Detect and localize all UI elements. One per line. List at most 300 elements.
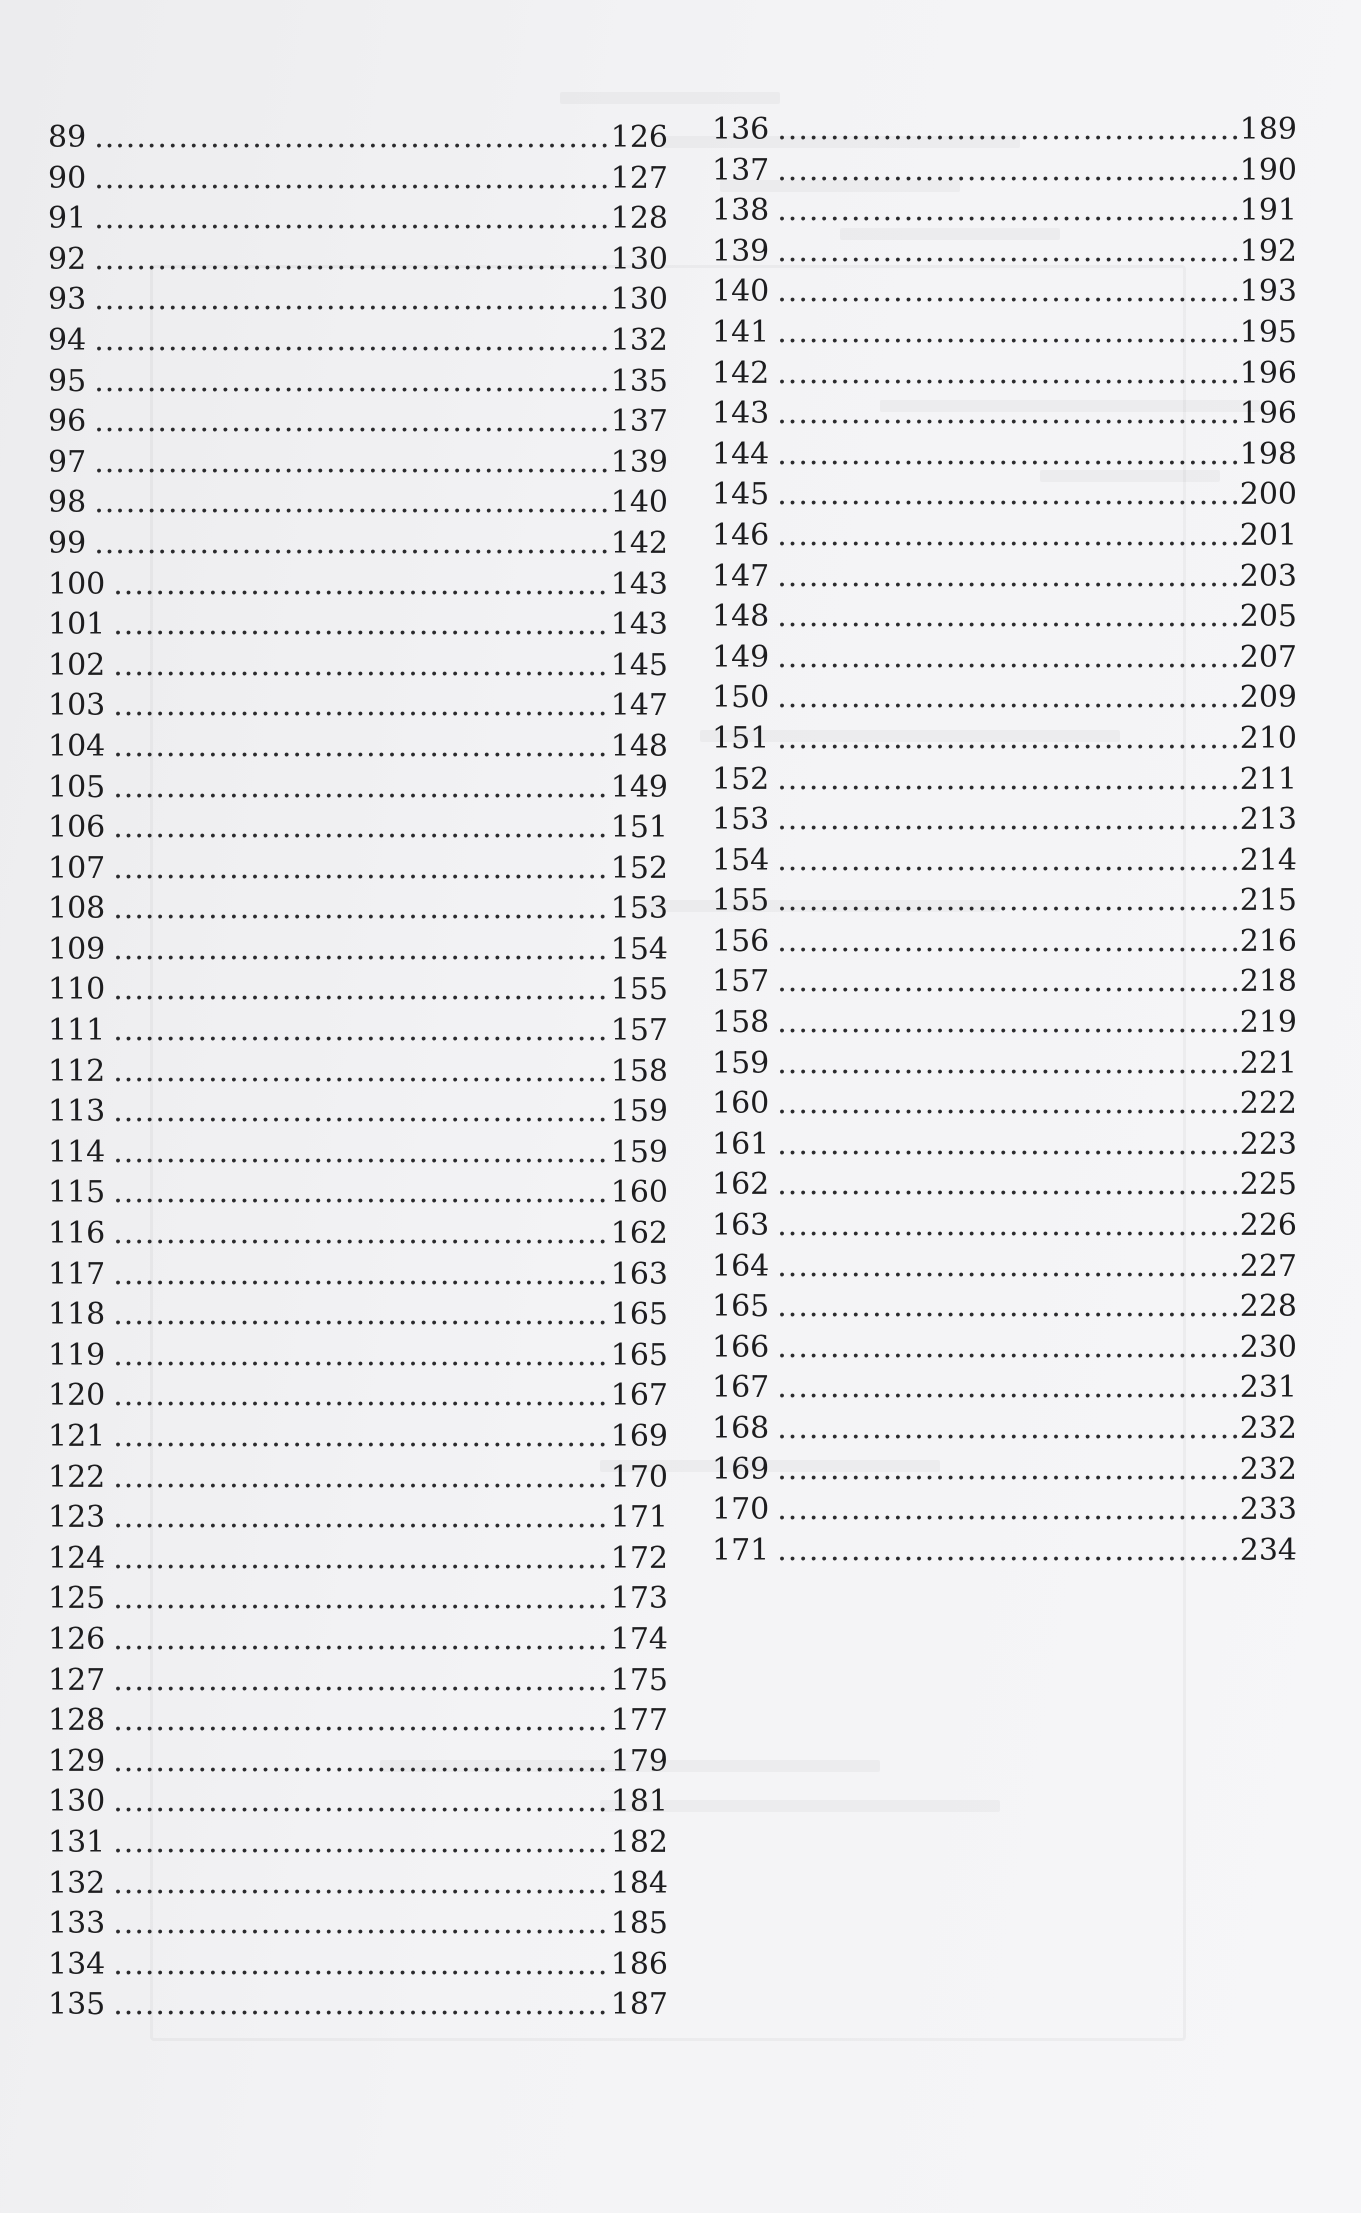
toc-entry-page: 148 bbox=[610, 728, 668, 764]
toc-entry-page: 207 bbox=[1239, 639, 1297, 675]
toc-dot-leader bbox=[777, 394, 1237, 435]
toc-entry bbox=[48, 1620, 668, 1661]
toc-entry-number: 89 bbox=[48, 120, 87, 155]
toc-entry bbox=[48, 686, 668, 727]
toc-dot-leader bbox=[777, 435, 1237, 476]
toc-entry-page: 201 bbox=[1239, 517, 1297, 553]
toc-entry-page: 210 bbox=[1239, 720, 1297, 756]
toc-entry-number: 163 bbox=[712, 1208, 770, 1244]
toc-dot-leader bbox=[94, 362, 609, 403]
toc-entry-number: 136 bbox=[712, 112, 770, 147]
toc-entry-number: 114 bbox=[48, 1134, 106, 1170]
toc-dot-leader bbox=[94, 443, 609, 484]
toc-entry-number: 157 bbox=[712, 964, 770, 1000]
toc-entry-number: 107 bbox=[48, 850, 106, 886]
toc-entry bbox=[48, 280, 668, 321]
toc-entry-page: 163 bbox=[610, 1256, 668, 1292]
toc-entry-page: 157 bbox=[610, 1013, 668, 1049]
toc-entry bbox=[712, 272, 1297, 313]
toc-dot-leader bbox=[113, 1945, 608, 1986]
toc-entry bbox=[48, 1214, 668, 1255]
toc-entry bbox=[712, 638, 1297, 679]
toc-entry-page: 149 bbox=[610, 769, 668, 805]
toc-entry-page: 192 bbox=[1239, 233, 1297, 269]
toc-entry-page: 167 bbox=[610, 1378, 668, 1414]
toc-entry bbox=[48, 1092, 668, 1133]
toc-dot-leader bbox=[113, 1904, 608, 1945]
toc-dot-leader bbox=[777, 557, 1237, 598]
toc-entry-number: 116 bbox=[48, 1216, 106, 1252]
toc-dot-leader bbox=[777, 841, 1237, 882]
toc-entry-number: 91 bbox=[48, 201, 87, 237]
toc-entry bbox=[48, 362, 668, 403]
toc-entry-number: 100 bbox=[48, 566, 106, 602]
toc-entry bbox=[48, 849, 668, 890]
toc-entry-number: 113 bbox=[48, 1094, 106, 1130]
toc-entry-number: 99 bbox=[48, 525, 87, 561]
toc-entry-page: 153 bbox=[610, 891, 668, 927]
toc-entry-number: 159 bbox=[712, 1045, 770, 1081]
toc-entry-page: 196 bbox=[1239, 355, 1297, 391]
toc-entry-page: 232 bbox=[1239, 1451, 1297, 1487]
toc-dot-leader bbox=[777, 151, 1237, 192]
toc-dot-leader bbox=[113, 930, 608, 971]
toc-entry-page: 174 bbox=[610, 1621, 668, 1657]
toc-entry-number: 152 bbox=[712, 761, 770, 797]
toc-entry-page: 211 bbox=[1239, 761, 1297, 797]
toc-dot-leader bbox=[113, 1376, 608, 1417]
toc-entry bbox=[712, 1368, 1297, 1409]
toc-entry-page: 226 bbox=[1239, 1208, 1297, 1244]
toc-entry bbox=[712, 1490, 1297, 1531]
toc-entry-number: 162 bbox=[712, 1167, 770, 1203]
toc-entry bbox=[48, 1985, 668, 2026]
toc-entry-number: 126 bbox=[48, 1621, 106, 1657]
toc-entry bbox=[48, 1417, 668, 1458]
toc-entry-number: 158 bbox=[712, 1005, 770, 1041]
toc-entry-number: 153 bbox=[712, 802, 770, 838]
toc-entry bbox=[48, 1336, 668, 1377]
toc-entry bbox=[712, 394, 1297, 435]
toc-entry bbox=[712, 1247, 1297, 1288]
toc-entry bbox=[48, 1742, 668, 1783]
toc-dot-leader bbox=[113, 849, 608, 890]
toc-entry-number: 170 bbox=[712, 1492, 770, 1528]
toc-entry bbox=[712, 475, 1297, 516]
toc-entry bbox=[48, 1173, 668, 1214]
toc-entry bbox=[48, 1945, 668, 1986]
toc-entry-number: 143 bbox=[712, 396, 770, 432]
toc-entry-page: 177 bbox=[610, 1703, 668, 1739]
toc-entry bbox=[48, 1661, 668, 1702]
toc-dot-leader bbox=[113, 1742, 608, 1783]
toc-dot-leader bbox=[94, 118, 609, 159]
toc-entry bbox=[712, 435, 1297, 476]
toc-entry-number: 108 bbox=[48, 891, 106, 927]
toc-entry-page: 221 bbox=[1239, 1045, 1297, 1081]
toc-dot-leader bbox=[777, 1490, 1237, 1531]
toc-dot-leader bbox=[777, 475, 1237, 516]
toc-entry-number: 94 bbox=[48, 322, 87, 358]
toc-column-right bbox=[712, 110, 1297, 1571]
toc-entry-number: 112 bbox=[48, 1053, 106, 1089]
toc-entry-number: 117 bbox=[48, 1256, 106, 1292]
toc-entry bbox=[712, 1409, 1297, 1450]
toc-entry bbox=[712, 232, 1297, 273]
toc-entry-number: 95 bbox=[48, 363, 87, 399]
toc-entry-number: 124 bbox=[48, 1540, 106, 1576]
toc-dot-leader bbox=[94, 280, 609, 321]
toc-entry bbox=[712, 1165, 1297, 1206]
toc-dot-leader bbox=[113, 768, 608, 809]
toc-dot-leader bbox=[777, 597, 1237, 638]
toc-entry-number: 132 bbox=[48, 1865, 106, 1901]
toc-dot-leader bbox=[94, 524, 609, 565]
toc-entry-page: 218 bbox=[1239, 964, 1297, 1000]
toc-dot-leader bbox=[777, 881, 1237, 922]
toc-entry-number: 148 bbox=[712, 599, 770, 635]
toc-entry-page: 230 bbox=[1239, 1329, 1297, 1365]
toc-entry bbox=[48, 808, 668, 849]
toc-entry-number: 140 bbox=[712, 274, 770, 310]
toc-dot-leader bbox=[113, 889, 608, 930]
toc-dot-leader bbox=[113, 1214, 608, 1255]
toc-dot-leader bbox=[777, 1206, 1237, 1247]
toc-entry-page: 184 bbox=[610, 1865, 668, 1901]
toc-entry-page: 191 bbox=[1239, 193, 1297, 229]
toc-entry-page: 222 bbox=[1239, 1086, 1297, 1122]
toc-entry bbox=[48, 1498, 668, 1539]
toc-entry bbox=[712, 1125, 1297, 1166]
toc-entry-number: 104 bbox=[48, 728, 106, 764]
toc-entry bbox=[712, 841, 1297, 882]
toc-dot-leader bbox=[777, 232, 1237, 273]
toc-dot-leader bbox=[113, 970, 608, 1011]
toc-dot-leader bbox=[113, 686, 608, 727]
toc-entry bbox=[48, 483, 668, 524]
toc-entry bbox=[712, 1206, 1297, 1247]
toc-entry-number: 144 bbox=[712, 436, 770, 472]
toc-entry-number: 128 bbox=[48, 1703, 106, 1739]
toc-dot-leader bbox=[777, 1125, 1237, 1166]
toc-entry-page: 154 bbox=[610, 931, 668, 967]
toc-entry-number: 123 bbox=[48, 1500, 106, 1536]
toc-entry-number: 109 bbox=[48, 931, 106, 967]
toc-entry-number: 106 bbox=[48, 810, 106, 846]
toc-entry-page: 193 bbox=[1239, 274, 1297, 310]
toc-entry-number: 131 bbox=[48, 1824, 106, 1860]
toc-entry-number: 134 bbox=[48, 1946, 106, 1982]
toc-entry-page: 127 bbox=[610, 160, 668, 196]
toc-dot-leader bbox=[777, 191, 1237, 232]
toc-dot-leader bbox=[113, 1255, 608, 1296]
toc-entry bbox=[712, 1003, 1297, 1044]
toc-entry-page: 225 bbox=[1239, 1167, 1297, 1203]
toc-entry-page: 142 bbox=[610, 525, 668, 561]
toc-dot-leader bbox=[777, 922, 1237, 963]
toc-entry-number: 151 bbox=[712, 720, 770, 756]
toc-entry-page: 143 bbox=[610, 566, 668, 602]
toc-entry-page: 151 bbox=[610, 810, 668, 846]
toc-entry-page: 140 bbox=[610, 485, 668, 521]
toc-entry-number: 93 bbox=[48, 282, 87, 318]
toc-dot-leader bbox=[113, 727, 608, 768]
toc-entry bbox=[712, 1328, 1297, 1369]
toc-dot-leader bbox=[113, 1539, 608, 1580]
toc-entry-number: 171 bbox=[712, 1532, 770, 1568]
toc-entry-number: 156 bbox=[712, 923, 770, 959]
toc-entry-number: 138 bbox=[712, 193, 770, 229]
toc-entry bbox=[48, 1579, 668, 1620]
toc-entry-number: 129 bbox=[48, 1743, 106, 1779]
toc-entry-page: 223 bbox=[1239, 1126, 1297, 1162]
toc-entry-number: 98 bbox=[48, 485, 87, 521]
toc-entry bbox=[48, 565, 668, 606]
toc-entry bbox=[712, 678, 1297, 719]
toc-entry-page: 170 bbox=[610, 1459, 668, 1495]
toc-entry-number: 135 bbox=[48, 1987, 106, 2023]
toc-entry bbox=[48, 605, 668, 646]
toc-entry-page: 175 bbox=[610, 1662, 668, 1698]
toc-entry bbox=[712, 191, 1297, 232]
toc-entry bbox=[712, 800, 1297, 841]
toc-entry-page: 169 bbox=[610, 1419, 668, 1454]
toc-entry bbox=[48, 159, 668, 200]
toc-entry bbox=[712, 1084, 1297, 1125]
toc-entry bbox=[712, 151, 1297, 192]
toc-entry bbox=[712, 354, 1297, 395]
toc-entry-page: 132 bbox=[610, 322, 668, 358]
toc-entry bbox=[48, 727, 668, 768]
toc-entry-page: 139 bbox=[610, 444, 668, 480]
toc-dot-leader bbox=[94, 159, 609, 200]
toc-entry bbox=[712, 1450, 1297, 1491]
toc-entry-page: 203 bbox=[1239, 558, 1297, 594]
toc-entry bbox=[48, 1052, 668, 1093]
toc-entry-page: 158 bbox=[610, 1053, 668, 1089]
toc-entry-page: 187 bbox=[610, 1987, 668, 2023]
toc-entry-number: 142 bbox=[712, 355, 770, 391]
toc-entry-number: 92 bbox=[48, 241, 87, 277]
toc-entry-number: 139 bbox=[712, 233, 770, 269]
toc-entry-number: 169 bbox=[712, 1451, 770, 1487]
toc-dot-leader bbox=[94, 199, 609, 240]
toc-entry-page: 190 bbox=[1239, 152, 1297, 188]
toc-entry bbox=[48, 402, 668, 443]
toc-entry-page: 130 bbox=[610, 241, 668, 277]
toc-entry-page: 209 bbox=[1239, 680, 1297, 716]
toc-dot-leader bbox=[777, 1044, 1237, 1085]
toc-entry-page: 205 bbox=[1239, 599, 1297, 635]
toc-entry-number: 149 bbox=[712, 639, 770, 675]
toc-entry-number: 90 bbox=[48, 160, 87, 196]
toc-entry-number: 103 bbox=[48, 688, 106, 724]
toc-entry-page: 130 bbox=[610, 282, 668, 318]
toc-entry-page: 162 bbox=[610, 1216, 668, 1252]
toc-entry bbox=[48, 1011, 668, 1052]
toc-dot-leader bbox=[777, 272, 1237, 313]
toc-dot-leader bbox=[777, 1287, 1237, 1328]
toc-dot-leader bbox=[94, 402, 609, 443]
show-through-text bbox=[560, 92, 780, 104]
toc-entry-page: 159 bbox=[610, 1094, 668, 1130]
toc-dot-leader bbox=[777, 516, 1237, 557]
toc-entry bbox=[48, 889, 668, 930]
toc-entry bbox=[48, 1864, 668, 1905]
toc-entry-number: 168 bbox=[712, 1411, 770, 1446]
toc-entry-page: 234 bbox=[1239, 1532, 1297, 1568]
toc-dot-leader bbox=[777, 1165, 1237, 1206]
toc-entry-page: 196 bbox=[1239, 396, 1297, 432]
toc-entry-page: 228 bbox=[1239, 1289, 1297, 1325]
toc-entry-page: 216 bbox=[1239, 923, 1297, 959]
toc-entry-number: 101 bbox=[48, 607, 106, 643]
toc-entry-number: 137 bbox=[712, 152, 770, 188]
toc-dot-leader bbox=[777, 110, 1237, 151]
toc-dot-leader bbox=[777, 1084, 1237, 1125]
toc-entry bbox=[712, 1531, 1297, 1572]
toc-dot-leader bbox=[113, 1864, 608, 1905]
toc-dot-leader bbox=[777, 719, 1237, 760]
toc-entry-number: 133 bbox=[48, 1906, 106, 1942]
toc-entry bbox=[48, 1782, 668, 1823]
toc-entry bbox=[48, 930, 668, 971]
toc-entry bbox=[48, 1823, 668, 1864]
toc-dot-leader bbox=[113, 565, 608, 606]
toc-entry bbox=[48, 1701, 668, 1742]
toc-dot-leader bbox=[777, 638, 1237, 679]
toc-dot-leader bbox=[113, 605, 608, 646]
toc-entry-number: 118 bbox=[48, 1297, 106, 1333]
toc-entry bbox=[712, 313, 1297, 354]
toc-entry bbox=[48, 1376, 668, 1417]
toc-entry-page: 182 bbox=[610, 1824, 668, 1860]
toc-entry-page: 231 bbox=[1239, 1370, 1297, 1406]
toc-entry-number: 150 bbox=[712, 680, 770, 716]
toc-entry-page: 165 bbox=[610, 1337, 668, 1373]
toc-entry bbox=[48, 443, 668, 484]
toc-entry-page: 198 bbox=[1239, 436, 1297, 472]
toc-entry-page: 159 bbox=[610, 1134, 668, 1170]
toc-entry-number: 119 bbox=[48, 1337, 106, 1373]
toc-dot-leader bbox=[777, 962, 1237, 1003]
toc-entry-page: 152 bbox=[610, 850, 668, 886]
toc-entry bbox=[48, 1458, 668, 1499]
toc-dot-leader bbox=[777, 760, 1237, 801]
toc-entry-page: 195 bbox=[1239, 314, 1297, 350]
toc-entry-number: 115 bbox=[48, 1175, 106, 1211]
toc-entry-number: 161 bbox=[712, 1126, 770, 1162]
toc-dot-leader bbox=[113, 1823, 608, 1864]
toc-entry bbox=[712, 1287, 1297, 1328]
toc-dot-leader bbox=[777, 1450, 1237, 1491]
toc-entry-number: 167 bbox=[712, 1370, 770, 1406]
toc-entry bbox=[712, 516, 1297, 557]
toc-entry-number: 166 bbox=[712, 1329, 770, 1365]
toc-entry bbox=[712, 1044, 1297, 1085]
toc-entry-number: 165 bbox=[712, 1289, 770, 1325]
toc-column-left bbox=[48, 118, 668, 2026]
toc-entry-page: 189 bbox=[1239, 112, 1297, 147]
toc-dot-leader bbox=[777, 313, 1237, 354]
toc-entry-page: 126 bbox=[610, 120, 668, 155]
toc-dot-leader bbox=[113, 1579, 608, 1620]
toc-dot-leader bbox=[113, 1052, 608, 1093]
toc-entry-number: 111 bbox=[48, 1013, 106, 1049]
toc-entry-page: 179 bbox=[610, 1743, 668, 1779]
toc-entry-number: 145 bbox=[712, 477, 770, 513]
toc-dot-leader bbox=[113, 1417, 608, 1458]
toc-entry-page: 160 bbox=[610, 1175, 668, 1211]
toc-entry bbox=[48, 1255, 668, 1296]
toc-entry-page: 233 bbox=[1239, 1492, 1297, 1528]
toc-entry-page: 213 bbox=[1239, 802, 1297, 838]
toc-entry-page: 186 bbox=[610, 1946, 668, 1982]
toc-dot-leader bbox=[777, 1003, 1237, 1044]
toc-entry-page: 155 bbox=[610, 972, 668, 1008]
toc-entry-page: 128 bbox=[610, 201, 668, 237]
toc-entry-number: 164 bbox=[712, 1248, 770, 1284]
toc-dot-leader bbox=[113, 1336, 608, 1377]
toc-entry bbox=[48, 1133, 668, 1174]
toc-entry-number: 121 bbox=[48, 1419, 106, 1454]
toc-entry-number: 141 bbox=[712, 314, 770, 350]
toc-entry-page: 137 bbox=[610, 404, 668, 440]
toc-entry bbox=[48, 524, 668, 565]
toc-entry-number: 147 bbox=[712, 558, 770, 594]
toc-entry bbox=[48, 118, 668, 159]
toc-dot-leader bbox=[113, 808, 608, 849]
toc-entry bbox=[48, 1295, 668, 1336]
toc-entry-page: 215 bbox=[1239, 883, 1297, 919]
toc-dot-leader bbox=[113, 1498, 608, 1539]
toc-entry bbox=[48, 1904, 668, 1945]
toc-dot-leader bbox=[777, 354, 1237, 395]
toc-dot-leader bbox=[777, 1531, 1237, 1572]
toc-entry-page: 171 bbox=[610, 1500, 668, 1536]
toc-entry bbox=[712, 881, 1297, 922]
toc-dot-leader bbox=[113, 1782, 608, 1823]
toc-entry-number: 102 bbox=[48, 647, 106, 683]
toc-entry-page: 181 bbox=[610, 1784, 668, 1820]
toc-entry bbox=[712, 760, 1297, 801]
toc-dot-leader bbox=[113, 1701, 608, 1742]
toc-dot-leader bbox=[113, 1620, 608, 1661]
toc-dot-leader bbox=[777, 1409, 1237, 1450]
toc-entry-page: 200 bbox=[1239, 477, 1297, 513]
toc-entry-page: 143 bbox=[610, 607, 668, 643]
toc-dot-leader bbox=[94, 240, 609, 281]
toc-entry-number: 130 bbox=[48, 1784, 106, 1820]
toc-entry bbox=[712, 719, 1297, 760]
toc-entry-page: 145 bbox=[610, 647, 668, 683]
toc-entry-number: 105 bbox=[48, 769, 106, 805]
toc-entry bbox=[48, 321, 668, 362]
toc-entry-number: 154 bbox=[712, 842, 770, 878]
toc-entry-number: 155 bbox=[712, 883, 770, 919]
toc-entry-page: 173 bbox=[610, 1581, 668, 1617]
toc-entry bbox=[48, 970, 668, 1011]
toc-entry bbox=[712, 557, 1297, 598]
toc-dot-leader bbox=[113, 1985, 608, 2026]
toc-dot-leader bbox=[777, 678, 1237, 719]
toc-entry bbox=[712, 110, 1297, 151]
toc-entry bbox=[48, 1539, 668, 1580]
toc-entry-page: 172 bbox=[610, 1540, 668, 1576]
toc-dot-leader bbox=[113, 1173, 608, 1214]
toc-entry-number: 146 bbox=[712, 517, 770, 553]
toc-entry-page: 165 bbox=[610, 1297, 668, 1333]
